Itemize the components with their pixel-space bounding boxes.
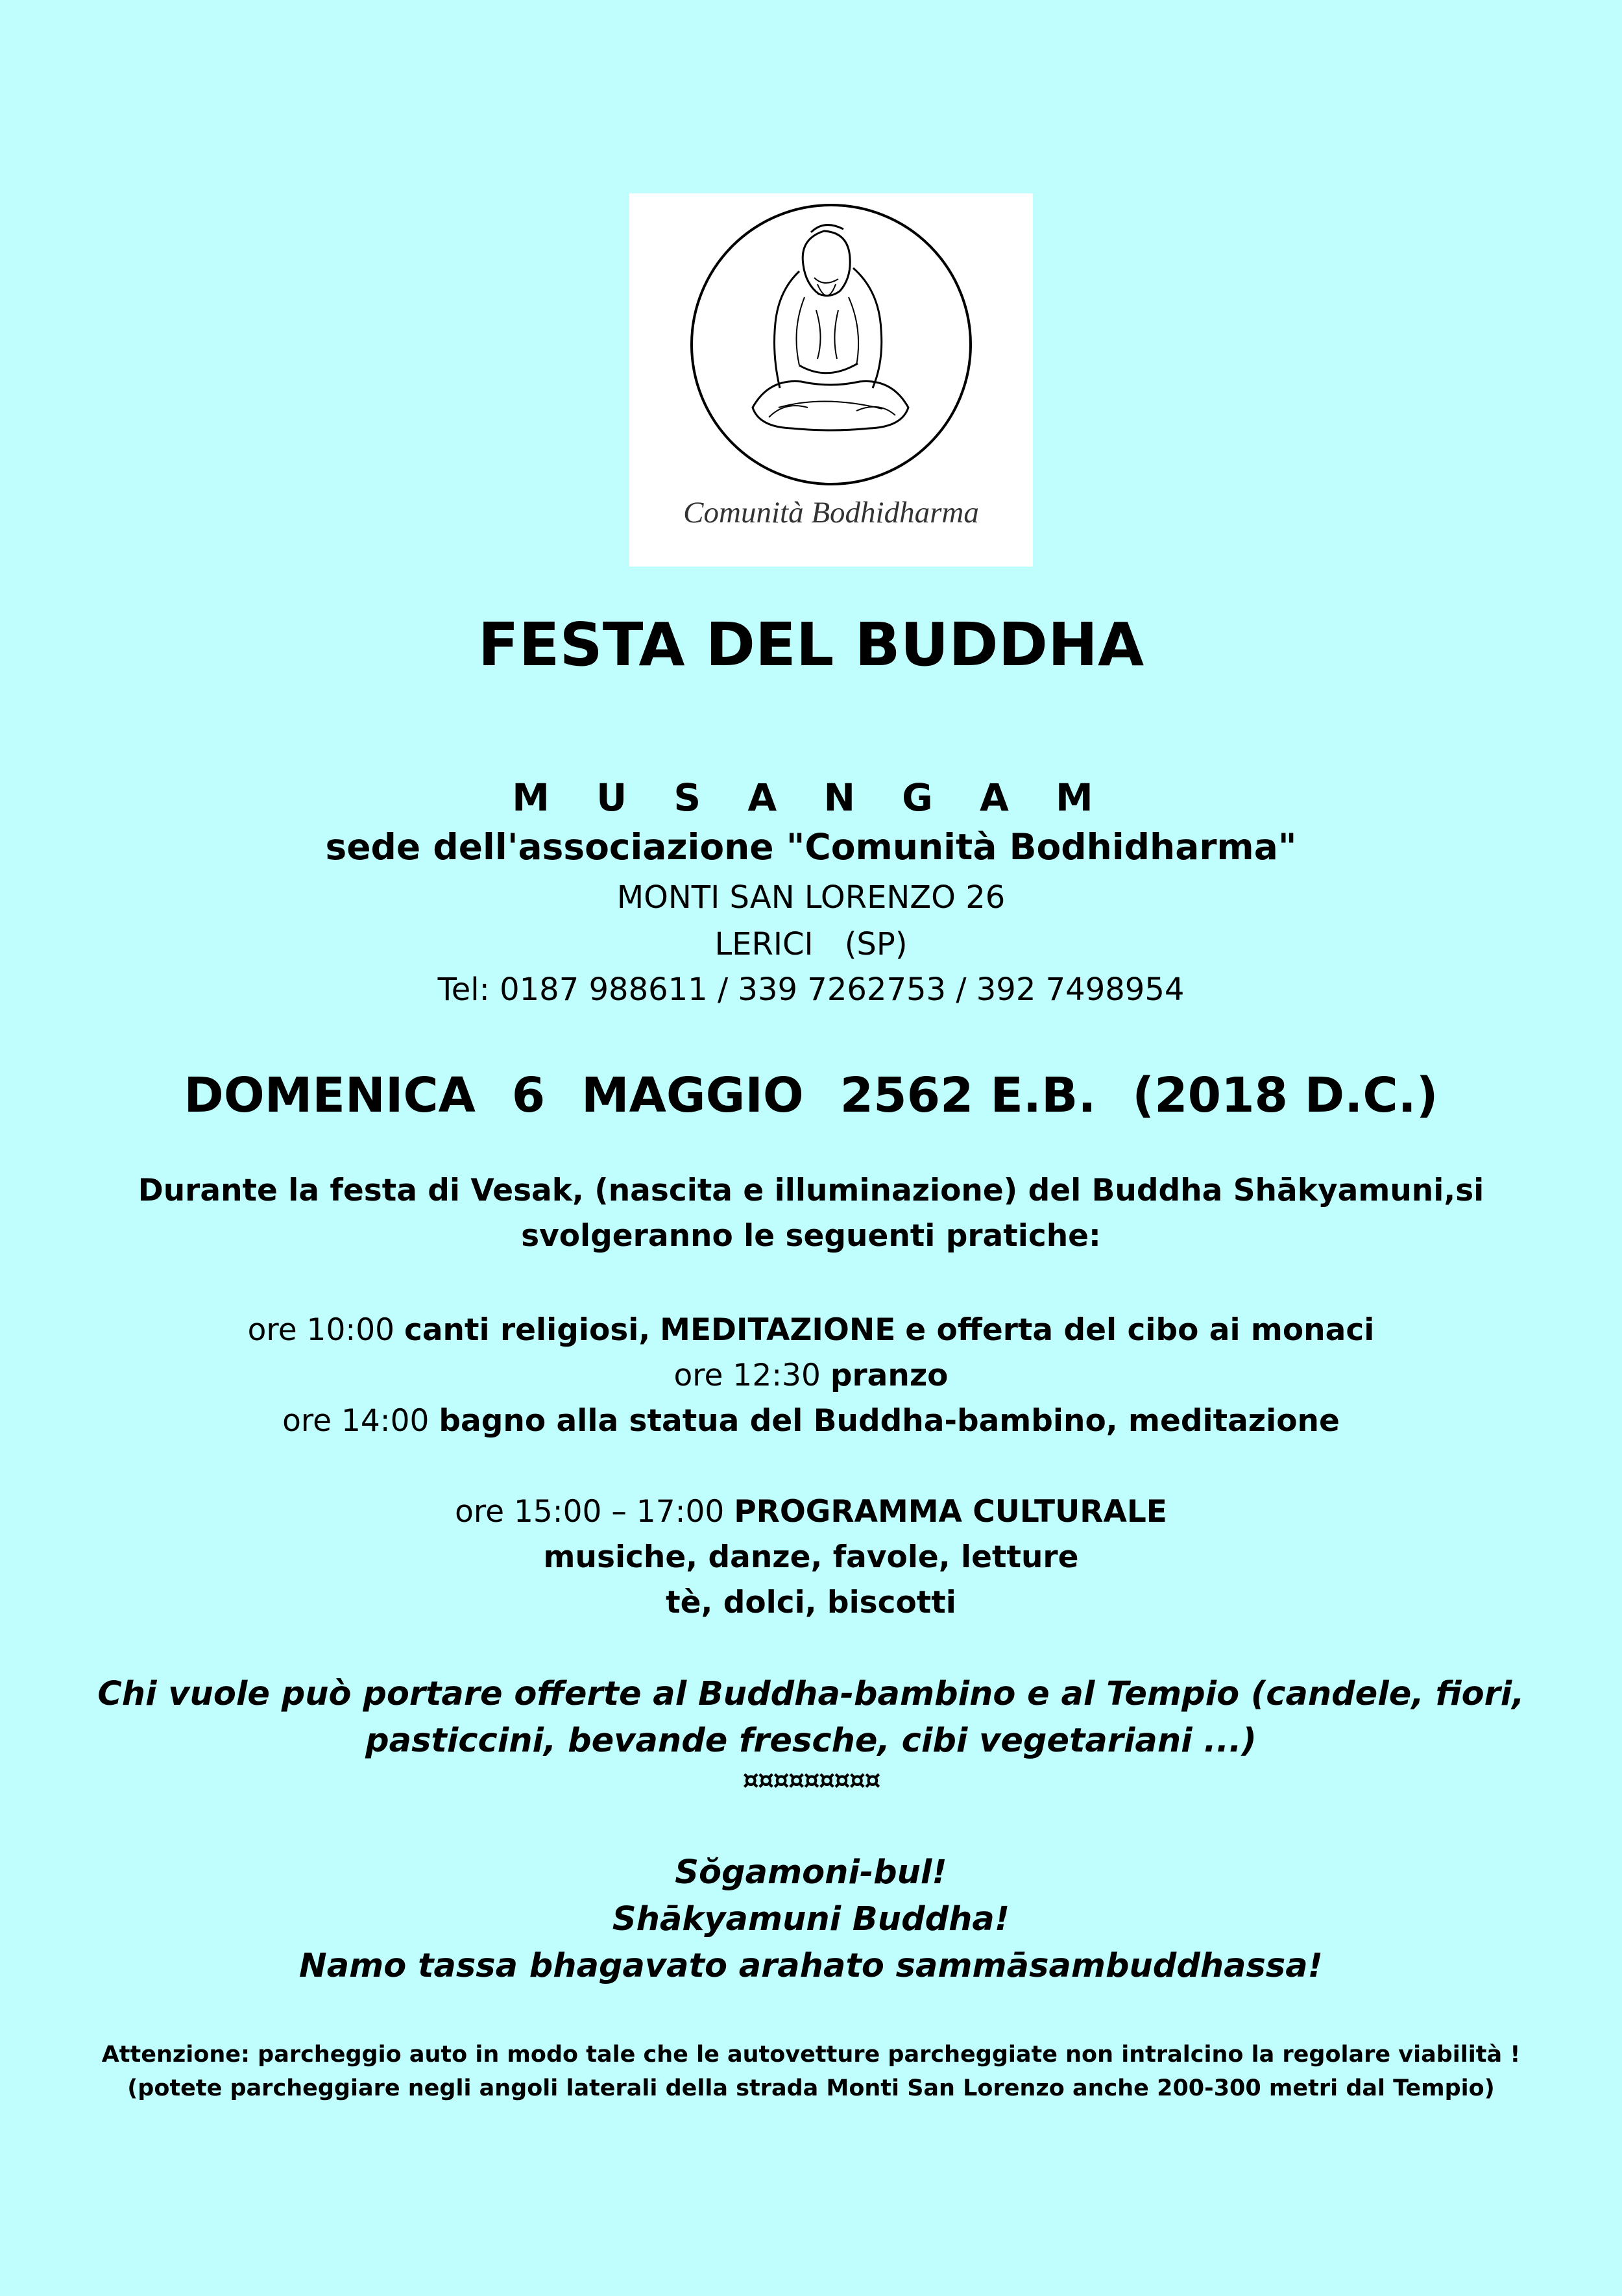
venue-province: (SP) — [844, 926, 908, 962]
mantra — [0, 1850, 1622, 1990]
date-year: 2562 E.B. — [840, 1068, 1096, 1123]
offerings-text — [0, 1671, 1622, 1765]
schedule-afternoon — [0, 1489, 1622, 1626]
page-title: FESTA DEL BUDDHA — [478, 610, 1144, 679]
venue-association: sede dell'associazione "Comunità Bodhidharma" — [325, 826, 1297, 868]
schedule-item-4-activities: musiche, danze, favole, letture — [543, 1539, 1079, 1575]
logo-caption: Comunità Bodhidharma — [683, 496, 979, 530]
schedule-morning — [0, 1308, 1622, 1444]
intro-line-2: svolgeranno le seguenti pratiche: — [521, 1218, 1101, 1254]
venue-phone: Tel: 0187 988611 / 339 7262753 / 392 7498954 — [437, 971, 1185, 1008]
notice-line-1: Attenzione: parcheggio auto in modo tale che le autovetture parcheggiate non intralcino la regolare viabilità ! — [101, 2042, 1521, 2068]
event-date — [0, 1068, 1622, 1123]
parking-notice — [0, 2038, 1622, 2105]
schedule-item-4-refreshments: tè, dolci, biscotti — [666, 1585, 956, 1620]
date-month: MAGGIO — [581, 1068, 804, 1123]
mantra-line-3: Namo tassa bhagavato arahato sammāsambuddhassa! — [299, 1947, 1323, 1985]
logo — [629, 193, 1033, 567]
date-number: 6 — [511, 1068, 546, 1123]
schedule-item-2: ore 12:30 pranzo — [673, 1358, 949, 1393]
venue-name: M U S A N G A M — [512, 776, 1110, 820]
venue-city-line — [0, 926, 1622, 962]
date-day: DOMENICA — [184, 1068, 476, 1123]
schedule-item-4: ore 15:00 – 17:00 PROGRAMMA CULTURALE — [455, 1494, 1167, 1530]
intro-line-1: Durante la festa di Vesak, (nascita e illuminazione) del Buddha Shākyamuni,si — [138, 1173, 1484, 1208]
schedule-item-3: ore 14:00 bagno alla statua del Buddha-bambino, meditazione — [282, 1403, 1340, 1439]
date-year-dc: (2018 D.C.) — [1132, 1068, 1438, 1123]
mantra-line-1: Sŏgamoni-bul! — [675, 1853, 947, 1892]
separator: ¤¤¤¤¤¤¤¤¤ — [742, 1765, 880, 1795]
mantra-line-2: Shākyamuni Buddha! — [612, 1900, 1010, 1938]
offerings-line-1: Chi vuole può portare offerte al Buddha-bambino e al Tempio (candele, fiori, — [97, 1675, 1525, 1713]
venue-city: LERICI — [714, 926, 814, 962]
intro-text — [0, 1168, 1622, 1259]
notice-line-2: (potete parcheggiare negli angoli laterali della strada Monti San Lorenzo anche 200-300 metri dal Tempio) — [127, 2075, 1495, 2101]
schedule-item-1: ore 10:00 canti religiosi, MEDITAZIONE e offerta del cibo ai monaci — [247, 1312, 1375, 1348]
offerings-line-2: pasticcini, bevande fresche, cibi vegetariani ...) — [365, 1722, 1257, 1760]
venue-address: MONTI SAN LORENZO 26 — [616, 879, 1006, 916]
